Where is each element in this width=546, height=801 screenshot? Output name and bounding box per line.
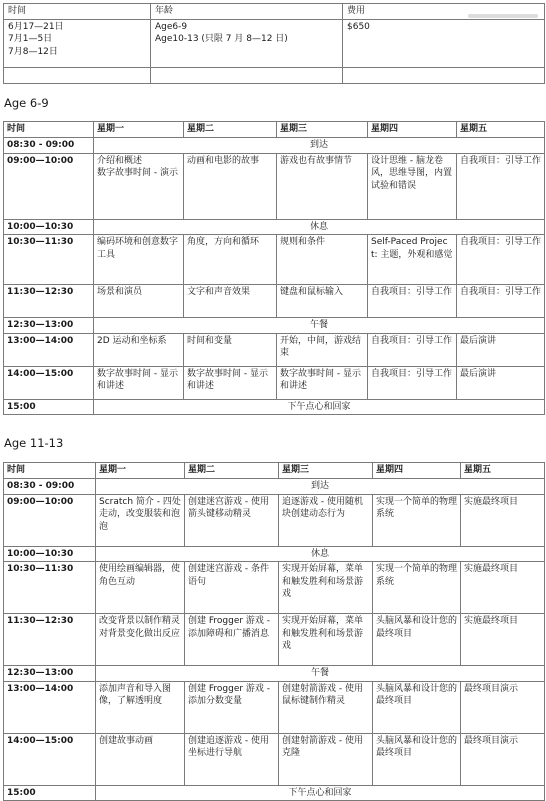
fees-dates: 6月17—21日 7月1—5日 7月8—12日	[4, 19, 151, 67]
monday-cell: 数字故事时间 - 显示和讲述	[94, 366, 184, 399]
monday-cell: 创建故事动画	[96, 733, 185, 785]
thursday-cell: 实现一个简单的物理系统	[373, 494, 461, 546]
time-cell: 15:00	[4, 785, 96, 801]
fees-header-time: 时间	[4, 4, 151, 20]
time-cell: 11:30—12:30	[4, 285, 94, 318]
monday-cell: 添加声音和导入图像，了解透明度	[96, 681, 185, 733]
tuesday-cell: 文字和声音效果	[184, 285, 277, 318]
monday-cell: 编码环境和创意数字工具	[94, 235, 184, 285]
wednesday-cell: 数字故事时间 - 显示和讲述	[277, 366, 368, 399]
schedule-row-break	[4, 219, 545, 235]
lunch-label: 午餐	[96, 666, 545, 682]
thursday-cell: 设计思维 - 脑龙卷风，思维导图，内置试验和错误	[368, 153, 457, 219]
schedule-row	[4, 681, 545, 733]
tuesday-cell: 创建追逐游戏 - 使用坐标进行导航	[185, 733, 279, 785]
time-cell: 14:00—15:00	[4, 366, 94, 399]
header-monday: 星期一	[96, 463, 185, 479]
schedule-row-break	[4, 546, 545, 562]
schedule-row-end	[4, 785, 545, 801]
fees-empty-cell	[151, 67, 343, 83]
friday-cell: 最后演讲	[457, 333, 545, 366]
header-tuesday: 星期二	[184, 122, 277, 138]
thursday-cell: 头脑风暴和设计您的最终项目	[373, 681, 461, 733]
wednesday-cell: 键盘和鼠标输入	[277, 285, 368, 318]
time-cell: 13:00—14:00	[4, 333, 94, 366]
break-label: 休息	[94, 219, 545, 235]
fees-price: $650	[343, 19, 545, 67]
header-time: 时间	[4, 122, 94, 138]
schedule-row	[4, 614, 545, 666]
schedule-row	[4, 562, 545, 614]
schedule-row-lunch	[4, 666, 545, 682]
schedule-table-age-6-9	[3, 121, 545, 415]
schedule-row	[4, 366, 545, 399]
friday-cell: 最后演讲	[457, 366, 545, 399]
friday-cell: 自我项目：引导工作	[457, 235, 545, 285]
schedule-row	[4, 153, 545, 219]
friday-cell: 最终项目演示	[461, 681, 545, 733]
schedule-row-arrival	[4, 138, 545, 154]
thursday-cell: 头脑风暴和设计您的最终项目	[373, 733, 461, 785]
wednesday-cell: 规则和条件	[277, 235, 368, 285]
thursday-cell: 自我项目：引导工作	[368, 333, 457, 366]
fees-empty-row	[4, 67, 545, 83]
monday-cell: 使用绘画编辑器，使角色互动	[96, 562, 185, 614]
header-wednesday: 星期三	[279, 463, 373, 479]
lunch-label: 午餐	[94, 318, 545, 334]
schedule-row	[4, 494, 545, 546]
header-friday: 星期五	[461, 463, 545, 479]
schedule-row-lunch	[4, 318, 545, 334]
section-heading-age-11-13: Age 11-13	[4, 436, 64, 450]
friday-cell: 自我项目：引导工作	[457, 285, 545, 318]
time-cell: 08:30 - 09:00	[4, 138, 94, 154]
thursday-cell: Self-Paced Project: 主题，外观和感觉	[368, 235, 457, 285]
wednesday-cell: 创建射箭游戏 - 使用克隆	[279, 733, 373, 785]
time-cell: 13:00—14:00	[4, 681, 96, 733]
thursday-cell: 实现一个简单的物理系统	[373, 562, 461, 614]
tuesday-cell: 动画和电影的故事	[184, 153, 277, 219]
time-cell: 10:30—11:30	[4, 562, 96, 614]
friday-cell: 实施最终项目	[461, 614, 545, 666]
friday-cell: 实施最终项目	[461, 494, 545, 546]
schedule-row-end	[4, 399, 545, 415]
monday-cell: Scratch 简介 - 四处走动，改变服装和泡泡	[96, 494, 185, 546]
schedule-header-row	[4, 463, 545, 479]
tuesday-cell: 创建迷宫游戏 - 条件语句	[185, 562, 279, 614]
thursday-cell: 自我项目：引导工作	[368, 366, 457, 399]
schedule-row	[4, 333, 545, 366]
wednesday-cell: 开始，中间，游戏结束	[277, 333, 368, 366]
header-thursday: 星期四	[373, 463, 461, 479]
time-cell: 09:00—10:00	[4, 153, 94, 219]
time-cell: 10:00—10:30	[4, 546, 96, 562]
thursday-cell: 头脑风暴和设计您的最终项目	[373, 614, 461, 666]
fees-table	[3, 3, 545, 84]
fees-empty-cell	[4, 67, 151, 83]
tuesday-cell: 角度，方向和循环	[184, 235, 277, 285]
header-friday: 星期五	[457, 122, 545, 138]
schedule-table-age-11-13	[3, 462, 545, 801]
time-cell: 12:30—13:00	[4, 666, 96, 682]
tuesday-cell: 创建 Frogger 游戏 - 添加分数变量	[185, 681, 279, 733]
schedule-row	[4, 733, 545, 785]
schedule-header-row	[4, 122, 545, 138]
time-cell: 10:30—11:30	[4, 235, 94, 285]
wednesday-cell: 实现开始屏幕，菜单和触发胜利和场景游戏	[279, 562, 373, 614]
friday-cell: 自我项目：引导工作	[457, 153, 545, 219]
end-label: 下午点心和回家	[94, 399, 545, 415]
time-cell: 15:00	[4, 399, 94, 415]
time-cell: 08:30 - 09:00	[4, 479, 96, 495]
friday-cell: 实施最终项目	[461, 562, 545, 614]
time-cell: 12:30—13:00	[4, 318, 94, 334]
friday-cell: 最终项目演示	[461, 733, 545, 785]
header-time: 时间	[4, 463, 96, 479]
schedule-row	[4, 235, 545, 285]
wednesday-cell: 游戏也有故事情节	[277, 153, 368, 219]
fees-ages: Age6-9 Age10-13 (只限 7 月 8—12 日)	[151, 19, 343, 67]
arrival-label: 到达	[94, 138, 545, 154]
monday-cell: 介绍和概述 数字故事时间 - 演示	[94, 153, 184, 219]
time-cell: 10:00—10:30	[4, 219, 94, 235]
monday-cell: 改变背景以制作精灵对背景变化做出反应	[96, 614, 185, 666]
arrival-label: 到达	[96, 479, 545, 495]
fees-empty-cell	[343, 67, 545, 83]
header-thursday: 星期四	[368, 122, 457, 138]
tuesday-cell: 时间和变量	[184, 333, 277, 366]
tuesday-cell: 数字故事时间 - 显示和讲述	[184, 366, 277, 399]
tuesday-cell: 创建迷宫游戏 - 使用箭头键移动精灵	[185, 494, 279, 546]
wednesday-cell: 创建射箭游戏 - 使用鼠标键制作精灵	[279, 681, 373, 733]
fees-header-row	[4, 4, 545, 20]
fees-header-price: 费用	[343, 4, 545, 20]
end-label: 下午点心和回家	[96, 785, 545, 801]
monday-cell: 场景和演员	[94, 285, 184, 318]
monday-cell: 2D 运动和坐标系	[94, 333, 184, 366]
time-cell: 11:30—12:30	[4, 614, 96, 666]
wednesday-cell: 实现开始屏幕，菜单和触发胜利和场景游戏	[279, 614, 373, 666]
header-monday: 星期一	[94, 122, 184, 138]
section-heading-age-6-9: Age 6-9	[4, 96, 49, 110]
time-cell: 09:00—10:00	[4, 494, 96, 546]
schedule-row-arrival	[4, 479, 545, 495]
tuesday-cell: 创建 Frogger 游戏 - 添加障碍和广播消息	[185, 614, 279, 666]
time-cell: 14:00—15:00	[4, 733, 96, 785]
fees-header-age: 年龄	[151, 4, 343, 20]
thursday-cell: 自我项目：引导工作	[368, 285, 457, 318]
fees-row	[4, 19, 545, 67]
wednesday-cell: 追逐游戏 - 使用随机块创建动态行为	[279, 494, 373, 546]
header-wednesday: 星期三	[277, 122, 368, 138]
break-label: 休息	[96, 546, 545, 562]
header-tuesday: 星期二	[185, 463, 279, 479]
schedule-row	[4, 285, 545, 318]
